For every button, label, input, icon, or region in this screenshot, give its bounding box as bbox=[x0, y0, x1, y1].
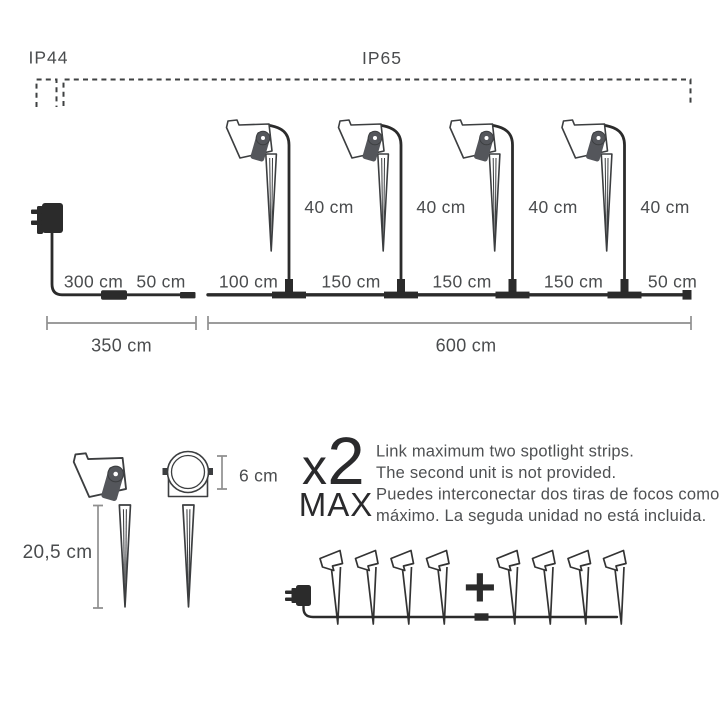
head-diameter-label: 6 cm bbox=[238, 465, 279, 486]
plug-body bbox=[42, 203, 63, 233]
multiplier-prefix: x bbox=[302, 439, 328, 495]
plus-icon: + bbox=[463, 555, 497, 618]
cable-connector bbox=[180, 292, 196, 298]
mini-spot-1 bbox=[320, 551, 343, 625]
mini-strip-wire bbox=[304, 606, 618, 617]
linking-info bbox=[299, 424, 720, 525]
segment-label-150cm-c: 150 cm bbox=[543, 271, 604, 292]
dimension-line-600cm bbox=[208, 316, 691, 330]
spotlight-3-spike bbox=[489, 154, 500, 251]
dimension-line-diameter bbox=[217, 456, 227, 489]
plug-prong-bottom bbox=[31, 221, 42, 226]
segment-label-50cm-b: 50 cm bbox=[647, 271, 698, 292]
multiplier-value: 2 bbox=[327, 424, 365, 499]
mini-spot-2 bbox=[356, 551, 379, 625]
ip44-label: IP44 bbox=[28, 47, 69, 68]
spotlight-4-head bbox=[562, 120, 608, 162]
segment-label-300cm: 300 cm bbox=[63, 271, 124, 292]
product-detail-side-view bbox=[23, 453, 131, 608]
max-label: MAX bbox=[298, 486, 374, 523]
spotlight-2-head bbox=[339, 120, 385, 162]
spotlight-1-spike bbox=[266, 154, 277, 251]
ip44-zone-bracket bbox=[37, 80, 57, 108]
mini-plug-prong-top bbox=[285, 591, 293, 595]
spotlight-2-spike bbox=[378, 154, 389, 251]
mini-plug-body bbox=[296, 585, 311, 606]
spotlight-1-head bbox=[227, 120, 273, 162]
detail-spike-side bbox=[119, 505, 130, 607]
ip65-zone-bracket bbox=[64, 80, 691, 107]
mini-spot-6 bbox=[533, 551, 556, 625]
mini-plug-prong-bottom bbox=[285, 598, 293, 602]
height-label-2: 40 cm bbox=[416, 197, 466, 217]
note-en-line1: Link maximum two spotlight strips. bbox=[376, 442, 635, 461]
segment-label-150cm-a: 150 cm bbox=[321, 271, 381, 292]
inline-transformer bbox=[101, 290, 127, 300]
mini-power-plug bbox=[285, 585, 311, 606]
detail-spike-front bbox=[183, 505, 194, 607]
total-dimension-lines bbox=[47, 316, 691, 356]
ip-rating-zones bbox=[29, 48, 691, 108]
ip65-label: IP65 bbox=[362, 48, 402, 68]
product-detail-front-view bbox=[163, 452, 279, 607]
spotlight-3-head bbox=[450, 120, 496, 162]
note-es-line2: máximo. La seguda unidad no está incluida. bbox=[376, 507, 707, 525]
total-label-600cm: 600 cm bbox=[435, 335, 497, 356]
note-en-line2: The second unit is not provided. bbox=[376, 464, 617, 482]
height-label-3: 40 cm bbox=[528, 197, 578, 217]
segment-label-100cm: 100 cm bbox=[218, 271, 279, 292]
t-junction-3 bbox=[496, 279, 530, 298]
linking-diagram bbox=[285, 551, 626, 625]
spotlight-4-spike bbox=[601, 154, 612, 251]
height-label-4: 40 cm bbox=[640, 197, 690, 217]
total-label-350cm: 350 cm bbox=[91, 335, 152, 356]
dimension-line-spike bbox=[93, 506, 103, 609]
mini-spot-5 bbox=[497, 551, 520, 625]
mini-spot-4 bbox=[427, 551, 450, 625]
spike-length-label: 20,5 cm bbox=[22, 542, 93, 563]
segment-label-150cm-b: 150 cm bbox=[432, 271, 492, 292]
mini-spot-3 bbox=[391, 551, 414, 625]
segment-label-50cm-a: 50 cm bbox=[136, 271, 186, 292]
spotlight-1 bbox=[227, 120, 290, 295]
front-lens-outer-ring bbox=[168, 452, 209, 493]
note-es-line1: Puedes interconectar dos tiras de focos como bbox=[376, 485, 720, 504]
t-junction-4 bbox=[608, 279, 642, 298]
main-strip-diagram bbox=[31, 120, 697, 300]
dimension-line-350cm bbox=[47, 316, 196, 330]
plug-prong-top bbox=[31, 210, 42, 215]
mini-spot-7 bbox=[568, 551, 591, 625]
mini-spot-8 bbox=[604, 551, 627, 625]
height-label-1: 40 cm bbox=[304, 197, 354, 217]
t-junction-2 bbox=[384, 279, 418, 298]
detail-head-side bbox=[74, 453, 126, 501]
